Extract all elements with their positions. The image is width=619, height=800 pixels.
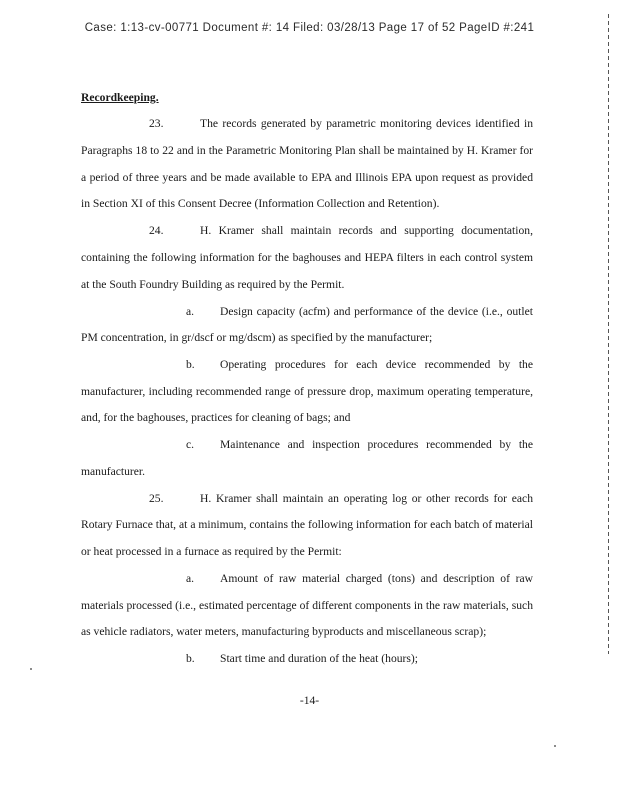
item-24b-label: b. [186,358,195,371]
item-24b-line-2: manufacturer, including recommended range of pressure drop, maximum operating temperature, [81,385,533,398]
paragraph-23-line-2: Paragraphs 18 to 22 and in the Parametric Monitoring Plan shall be maintained by H. Kramer for [81,144,533,157]
item-24b-line-3: and, for the baghouses, practices for cleaning of bags; and [81,411,351,424]
paragraph-23-line-1: The records generated by parametric monitoring devices identified in [200,117,533,130]
paragraph-25-number: 25. [149,492,164,505]
item-24a-line-2: PM concentration, in gr/dscf or mg/dscm) as specified by the manufacturer; [81,331,433,344]
item-25b-line-1: Start time and duration of the heat (hours); [220,652,419,665]
scan-margin-line [608,14,609,654]
paragraph-25-line-3: or heat processed in a furnace as required by the Permit: [81,545,342,558]
paragraph-23-number: 23. [149,117,164,130]
page-number: -14- [299,694,320,707]
paragraph-23-line-3: a period of three years and be made available to EPA and Illinois EPA upon request as provided [81,171,533,184]
scan-speck [30,668,32,670]
paragraph-23-line-4: in Section XI of this Consent Decree (Information Collection and Retention). [81,197,440,210]
section-heading: Recordkeeping. [81,91,159,104]
item-25a-line-2: materials processed (i.e., estimated percentage of different components in the raw materials, such [81,599,533,612]
item-24a-line-1: Design capacity (acfm) and performance of the device (i.e., outlet [220,305,533,318]
item-25a-label: a. [186,572,195,585]
paragraph-24-line-2: containing the following information for the baghouses and HEPA filters in each control system [81,251,533,264]
paragraph-24-line-3: at the South Foundry Building as required by the Permit. [81,278,345,291]
scan-speck [554,745,556,747]
paragraph-25-line-1: H. Kramer shall maintain an operating log or other records for each [200,492,533,505]
item-25a-line-3: as vehicle radiators, water meters, manufacturing byproducts and miscellaneous scrap); [81,625,487,638]
item-24c-label: c. [186,438,195,451]
paragraph-24-line-1: H. Kramer shall maintain records and supporting documentation, [200,224,533,237]
item-25b-label: b. [186,652,195,665]
item-25a-line-1: Amount of raw material charged (tons) and description of raw [220,572,533,585]
paragraph-25-line-2: Rotary Furnace that, at a minimum, contains the following information for each batch of material [81,518,533,531]
item-24c-line-1: Maintenance and inspection procedures recommended by the [220,438,533,451]
item-24a-label: a. [186,305,195,318]
item-24b-line-1: Operating procedures for each device recommended by the [220,358,533,371]
case-header: Case: 1:13-cv-00771 Document #: 14 Filed: 03/28/13 Page 17 of 52 PageID #:241 [84,22,535,34]
paragraph-24-number: 24. [149,224,164,237]
item-24c-line-2: manufacturer. [81,465,146,478]
